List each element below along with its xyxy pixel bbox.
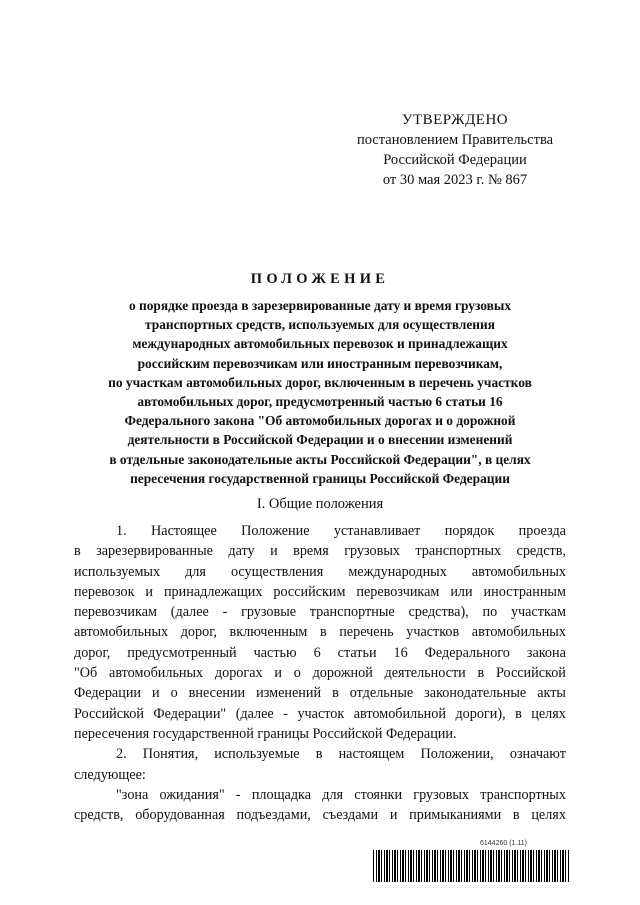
approval-date-number: от 30 мая 2023 г. № 867 xyxy=(382,172,528,188)
text-line: 1. Настоящее Положение устанавливает порядок проезда xyxy=(116,523,566,539)
text-line: 2. Понятия, используемые в настоящем Положении, означают xyxy=(116,746,566,763)
document-title: ПОЛОЖЕНИЕ xyxy=(250,271,390,287)
subtitle-line: пересечения государственной границы Российской Федерации xyxy=(130,470,510,486)
subtitle-line: транспортных средств, используемых для осуществления xyxy=(145,317,495,333)
subtitle-line: в отдельные законодательные акты Российской Федерации", в целях xyxy=(109,451,531,467)
subtitle-line: Федерального закона "Об автомобильных дорогах и о дорожной xyxy=(124,413,516,429)
document-code: 6144260 (1.11) xyxy=(480,840,527,847)
subtitle-line: российским перевозчикам или иностранным перевозчикам, xyxy=(137,355,503,371)
text-line: "Об автомобильных дорогах и о дорожной деятельности в Российской xyxy=(74,665,566,682)
text-line: Российской Федерации" (далее - участок автомобильной дороги), в целях xyxy=(74,705,566,722)
body-text xyxy=(74,521,566,825)
document-subtitle xyxy=(74,296,566,488)
paragraph-1 xyxy=(74,521,566,744)
text-line: Федерации и о внесении изменений в отдельные законодательные акты xyxy=(74,685,566,702)
text-line: перевозчикам (далее - грузовые транспортные средства), по участкам xyxy=(74,604,566,621)
paragraph-2 xyxy=(74,744,566,785)
subtitle-line: по участкам автомобильных дорог, включенным в перечень участков xyxy=(108,374,532,390)
approval-line-1: постановлением Правительства xyxy=(356,132,554,148)
paragraph-3 xyxy=(74,785,566,826)
text-line: используемых для осуществления международных автомобильных xyxy=(74,563,566,580)
subtitle-line: автомобильных дорог, предусмотренный частью 6 статьи 16 xyxy=(137,394,503,410)
text-line: пересечения государственной границы Российской Федерации. xyxy=(74,725,457,742)
text-line: дорог, предусмотренный частью 6 статьи 16 Федерального закона xyxy=(74,644,566,661)
section-heading: I. Общие положения xyxy=(256,496,384,512)
text-line: средств, оборудованная подъездами, съездами и примыканиями в целях xyxy=(74,807,566,824)
text-line: "зона ожидания" - площадка для стоянки грузовых транспортных xyxy=(116,786,566,803)
text-line: автомобильных дорог, включенным в перечень участков автомобильных xyxy=(74,624,566,641)
text-line: перевозок и принадлежащих российским перевозчикам или иностранным xyxy=(74,583,566,600)
approval-heading: УТВЕРЖДЕНО xyxy=(401,112,509,128)
text-line: в зарезервированные дату и время грузовых транспортных средств, xyxy=(74,543,566,560)
subtitle-line: о порядке проезда в зарезервированные дату и время грузовых xyxy=(128,298,512,313)
approval-line-2: Российской Федерации xyxy=(383,152,527,168)
approval-stamp xyxy=(344,110,566,190)
subtitle-line: международных автомобильных перевозок и принадлежащих xyxy=(132,336,508,352)
text-line: следующее: xyxy=(74,766,146,783)
barcode-icon xyxy=(373,850,569,882)
subtitle-line: деятельности в Российской Федерации и о внесении изменений xyxy=(127,432,513,448)
